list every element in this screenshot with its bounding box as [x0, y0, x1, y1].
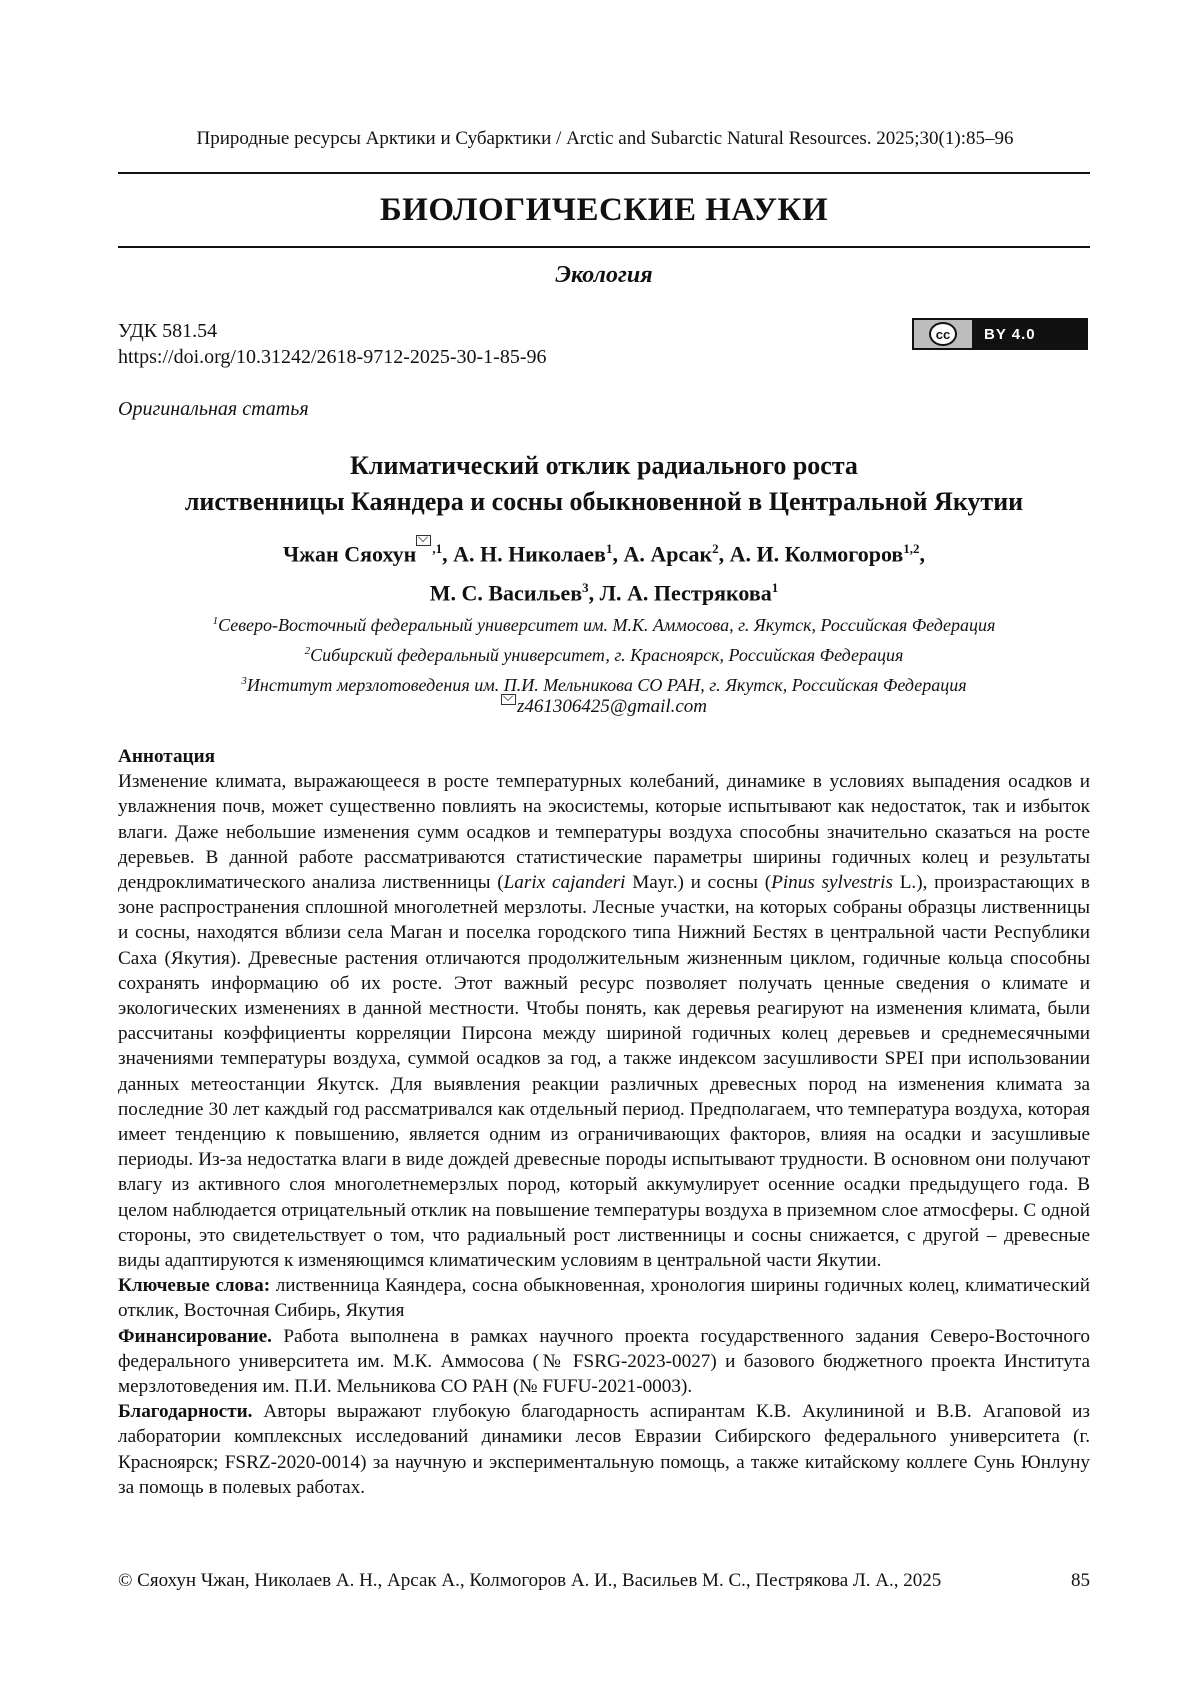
- section-title: БИОЛОГИЧЕСКИЕ НАУКИ: [379, 192, 829, 228]
- keywords-label: Ключевые слова:: [118, 1275, 271, 1297]
- subsection-title: Экология: [555, 262, 653, 288]
- affiliations: [118, 608, 1090, 698]
- top-rule: [118, 172, 1090, 174]
- creative-commons-icon: cc: [929, 322, 957, 346]
- author-line-2: [118, 571, 1090, 610]
- author-name: М. С. Васильев: [429, 580, 583, 606]
- author-name: , А. Арсак: [612, 541, 713, 567]
- envelope-icon: [501, 694, 516, 705]
- author-name: , А. Н. Николаев: [442, 541, 606, 567]
- species-name: Larix cajanderi: [503, 872, 626, 894]
- author-list: [118, 532, 1090, 611]
- section-rule: [118, 246, 1090, 248]
- cc-logo: [914, 320, 972, 348]
- email-link[interactable]: z461306425@gmail.com: [516, 696, 708, 717]
- author-affil-sup: 2: [712, 541, 719, 556]
- funding-label: Финансирование.: [118, 1325, 272, 1347]
- page-footer: [118, 1570, 1090, 1592]
- copyright: © Сяохун Чжан, Николаев А. Н., Арсак А., Колмогоров А. И., Васильев М. С., Пестрякова Л. А., 2025: [118, 1570, 942, 1591]
- author-line-1: Чжан Сяохун $^{,1}$, А. Н. Николаев$^1$, А. Арсак$^2$, А. И. Колмогоров$^{1,2}$,: [118, 532, 1090, 571]
- envelope-icon: [416, 535, 431, 546]
- article-type: Оригинальная статья: [118, 398, 309, 420]
- udk-code: УДК 581.54: [118, 320, 218, 342]
- abstract-body: Изменение климата, выражающееся в росте температурных колебаний, динамике в условиях выпадения осадков и увлажнения почв, может существенно повлиять на экосистемы, которые испытывают как недостаток, так и избыток влаги. Даже небольшие изменения сумм осадков и температуры воздуха способны значительно сказаться на росте деревьев. В данной работе рассматриваются статистические параметры ширины годичных колец и результаты дендроклиматического анализа лиственницы (Larix cajanderi Mayr.) и сосны (Pinus sylvestris L.), произрастающих в зоне распространения сплошной многолетней мерзлоты. Лесные участки, на которых собраны образцы лиственницы и сосны, находятся вблизи села Маган и поселка городского типа Нижний Бестях в центральной части Республики Саха (Якутия). Древесные растения отличаются продолжительным жизненным циклом, годичные кольца способны сохранять информацию об их росте. Этот важный ресурс позволяет получать ценные сведения о климате и экологических изменениях в данной местности. Чтобы понять, как деревья реагируют на изменения климата, были рассчитаны коэффициенты корреляции Пирсона между шириной годичных колец деревьев и среднемесячными значениями температуры воздуха, суммой осадков за год, а также индексом засушливости SPEI при использовании данных метеостанции Якутск. Для выявления реакции различных древесных пород на изменения климата за последние 30 лет каждый год рассматривался как отдельный период. Предполагаем, что температура воздуха, которая имеет тенденцию к повышению, является одним из ограничивающих факторов, влияя на осадки и засушливые периоды. Из-за недостатка влаги в виде дождей древесные породы испытывают трудности. В основном они получают влагу из активного слоя многолетнемерзлых пород, который аккумулирует осенние осадки предыдущего года. В целом наблюдается отрицательный отклик на повышение температуры воздуха в приземном слое атмосферы. С одной стороны, это свидетельствует о том, что радиальный рост лиственницы и сосны снижается, с другой – древесные виды адаптируются к изменяющимся климатическим условиям в центральной части Якутии.: [118, 771, 1090, 1272]
- article-meta: [118, 318, 547, 370]
- funding: Финансирование. Работа выполнена в рамках научного проекта государственного задания Северо-Восточного федерального университета им. М.К. Аммосова (№ FSRG-2023-0027) и базового бюджетного проекта Института мерзлотоведения им. П.И. Мельникова СО РАН (№ FUFU-2021-0003).: [118, 1325, 1090, 1398]
- affiliation-2: $^2$Сибирский федеральный университет, г. Красноярск, Российская Федерация: [304, 645, 904, 665]
- doi-link[interactable]: https://doi.org/10.31242/2618-9712-2025-30-1-85-96: [118, 346, 547, 368]
- license-text: BY 4.0: [984, 325, 1036, 343]
- author-affil-sup: 1: [771, 580, 779, 596]
- page-number: 85: [1071, 1570, 1090, 1591]
- author-name: Чжан Сяохун: [282, 541, 417, 567]
- species-name: Pinus sylvestris: [771, 872, 893, 894]
- author-affil-sup: 3: [582, 580, 589, 596]
- author-name: , А. И. Колмогоров: [718, 541, 904, 567]
- keywords: Ключевые слова: лиственница Каяндера, сосна обыкновенная, хронология ширины годичных колец, климатический отклик, Восточная Сибирь, Якутия: [118, 1275, 1090, 1322]
- title-line-1: Климатический отклик радиального роста: [350, 451, 858, 480]
- author-affil-sup: ,1: [416, 541, 442, 556]
- acknowledgements-label: Благодарности.: [118, 1401, 253, 1423]
- affiliation-3: $^3$Институт мерзлотоведения им. П.И. Мельникова СО РАН, г. Якутск, Российская Федерация: [241, 675, 967, 695]
- journal-header: Природные ресурсы Арктики и Субарктики / Arctic and Subarctic Natural Resources. 2025;30(1):85–96: [196, 128, 1014, 149]
- affiliation-1: $^1$Северо-Восточный федеральный университет им. М.К. Аммосова, г. Якутск, Российская Федерация: [212, 615, 996, 635]
- author-affil-sup: 1,2: [903, 541, 920, 556]
- author-name: , Л. А. Пестрякова: [588, 580, 772, 606]
- acknowledgements: Благодарности. Авторы выражают глубокую благодарность аспирантам К.В. Акулининой и В.В. Агаповой из лаборатории комплексных исследований динамики лесов Евразии Сибирского федерального университета (г. Красноярск; FSRZ-2020-0014) за научную и экспериментальную помощь, а также китайскому коллеге Сунь Юнлуну за помощь в полевых работах.: [118, 1401, 1090, 1498]
- article-title: [118, 448, 1090, 520]
- author-affil-sup: 1: [605, 541, 613, 556]
- abstract-heading: Аннотация: [118, 746, 216, 767]
- abstract-section: [118, 744, 1090, 1500]
- title-line-2: лиственницы Каяндера и сосны обыкновенной в Центральной Якутии: [184, 487, 1024, 516]
- corresponding-email: [118, 694, 1090, 718]
- cc-license-badge[interactable]: [912, 318, 1088, 350]
